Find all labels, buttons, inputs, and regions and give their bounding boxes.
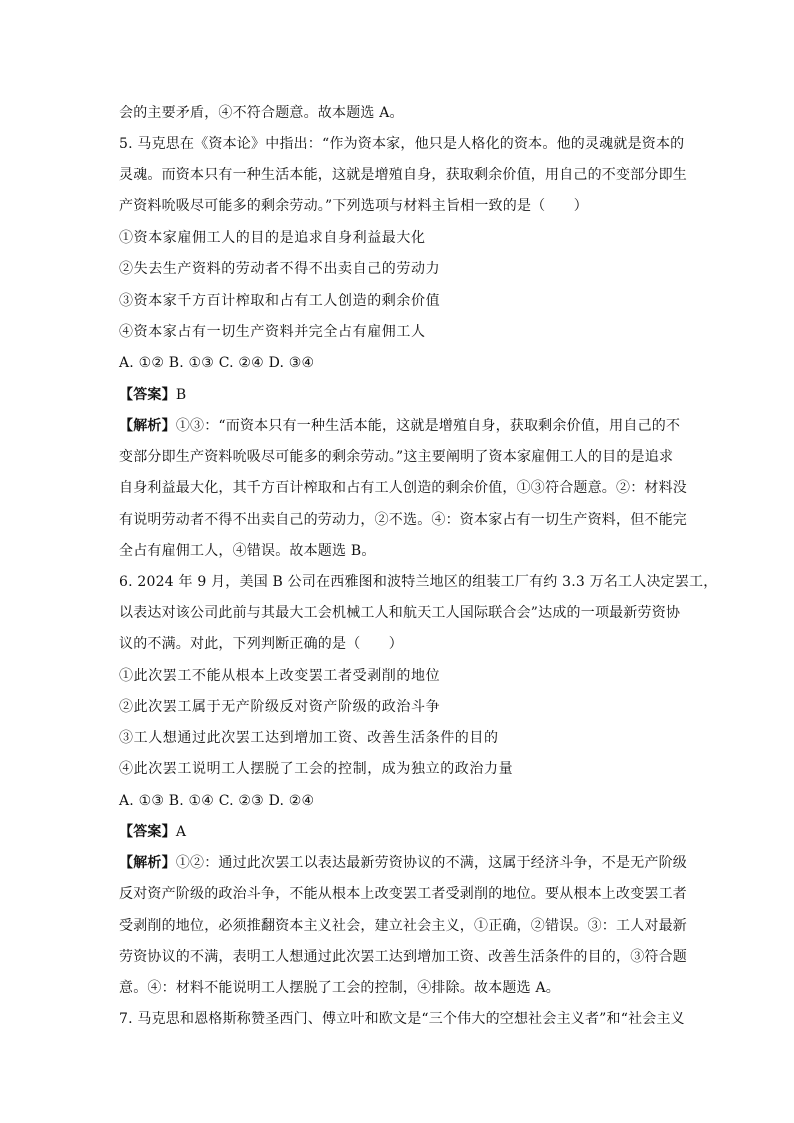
text-line: 受剥削的地位，必须推翻资本主义社会，建立社会主义，①正确，②错误。③：工人对最新: [119, 918, 687, 934]
text-line: 意。④：材料不能说明工人摆脱了工会的控制，④排除。故本题选 A。: [119, 980, 560, 996]
statement-2: ②失去生产资料的劳动者不得不出卖自己的劳动力: [119, 261, 441, 277]
analysis-text: ①②：通过此次罢工以表达最新劳资协议的不满，这属于经济斗争，不是无产阶级: [175, 855, 688, 871]
text-line: 有说明劳动者不得不出卖自己的劳动力，②不选。④：资本家占有一切生产资料，但不能完: [119, 512, 687, 528]
statement-1: ①资本家雇佣工人的目的是追求自身利益最大化: [119, 230, 426, 246]
answer-tag: 【答案】: [119, 387, 176, 403]
analysis-line: [119, 416, 679, 436]
text-line: 议的不满。对此，下列判断正确的是（ ）: [119, 636, 403, 652]
text-line: 反对资产阶级的政治斗争，不能从根本上改变罢工者受剥削的地位。要从根本上改变罢工者: [119, 886, 687, 902]
answer-value: B: [175, 387, 187, 403]
text-line: 会的主要矛盾，④不符合题意。故本题选 A。: [119, 105, 404, 121]
statement-4: ④资本家占有一切生产资料并完全占有雇佣工人: [119, 324, 426, 340]
statement-1: ①此次罢工不能从根本上改变罢工者受剥削的地位: [119, 668, 441, 684]
analysis-tag: 【解析】: [119, 855, 176, 871]
text-line: 变部分即生产资料吮吸尽可能多的剩余劳动。”这主要阐明了资本家雇佣工人的目的是追求: [119, 449, 674, 465]
answer-value: A: [175, 824, 187, 840]
answer-line: [119, 385, 679, 405]
statement-3: ③工人想通过此次罢工达到增加工资、改善生活条件的目的: [119, 730, 499, 746]
statement-3: ③资本家千方百计榨取和占有工人创造的剩余价值: [119, 293, 441, 309]
statement-2: ②此次罢工属于无产阶级反对资产阶级的政治斗争: [119, 699, 441, 715]
answer-line: [119, 822, 679, 842]
text-line: 自身利益最大化，其千方百计榨取和占有工人创造的剩余价值，①③符合题意。②：材料没: [119, 480, 687, 496]
answer-choices: A. ①③ B. ①④ C. ②③ D. ②④: [119, 793, 315, 809]
answer-tag: 【答案】: [119, 824, 176, 840]
text-line: 产资料吮吸尽可能多的剩余劳动。”下列选项与材料主旨相一致的是（ ）: [119, 198, 588, 214]
answer-choices: A. ①② B. ①③ C. ②④ D. ③④: [119, 355, 315, 371]
question-6-stem: 6. 2024 年 9 月，美国 B 公司在西雅图和波特兰地区的组装工厂有约 3.3 万名工人决定罢工，: [119, 574, 718, 590]
analysis-tag: 【解析】: [119, 418, 176, 434]
question-7-stem: 7. 马克思和恩格斯称赞圣西门、傅立叶和欧文是“三个伟大的空想社会主义者”和“社会主义: [119, 1011, 685, 1027]
analysis-text: ①③：“而资本只有一种生活本能，这就是增殖自身，获取剩余价值，用自己的不: [175, 418, 681, 434]
text-line: 全占有雇佣工人，④错误。故本题选 B。: [119, 543, 376, 559]
question-5-stem: 5. 马克思在《资本论》中指出：“作为资本家，他只是人格化的资本。他的灵魂就是资本的: [119, 136, 685, 152]
text-line: 以表达对该公司此前与其最大工会机械工人和航天工人国际联合会”达成的一项最新劳资协: [119, 605, 681, 621]
analysis-line: [119, 853, 688, 873]
text-line: 灵魂。而资本只有一种生活本能，这就是增殖自身，获取剩余价值，用自己的不变部分即生: [119, 167, 687, 183]
text-line: 劳资协议的不满，表明工人想通过此次罢工达到增加工资、改善生活条件的目的，③符合题: [119, 949, 687, 965]
statement-4: ④此次罢工说明工人摆脱了工会的控制，成为独立的政治力量: [119, 761, 514, 777]
